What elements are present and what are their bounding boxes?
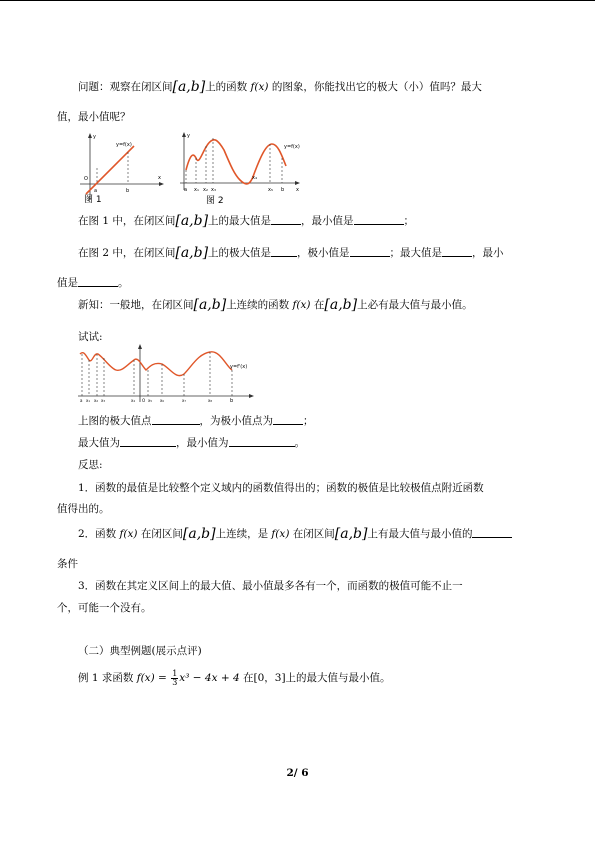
text: 最大值为 <box>78 437 120 449</box>
y-arrow-icon <box>138 344 142 349</box>
text: ； <box>303 415 314 427</box>
try-tick: x₅ <box>148 398 152 403</box>
fig2-guides <box>186 138 282 183</box>
x-arrow-icon <box>295 181 300 185</box>
text: 上的极大值是 <box>208 247 272 259</box>
answer-blank[interactable] <box>271 214 301 225</box>
fig2-x: x <box>296 187 299 193</box>
try-label: 试试: <box>78 331 103 343</box>
text: 上的函数 <box>205 81 248 93</box>
text: 在[0，3]上的最大值与最小值。 <box>243 672 391 684</box>
interval-ab: [a,b] <box>175 245 209 261</box>
answer-blank[interactable] <box>229 436 295 447</box>
fig1-x: x <box>158 175 161 181</box>
try-question-2 <box>78 436 305 450</box>
text: 。 <box>118 277 129 289</box>
text: ，最小 <box>472 247 504 259</box>
fig1-origin: O <box>84 176 88 182</box>
text: 。 <box>294 437 305 449</box>
interval-ab: [a,b] <box>334 526 368 542</box>
figure-1 <box>78 132 168 204</box>
interval-ab: [a,b] <box>182 526 216 542</box>
answer-blank[interactable] <box>273 414 303 425</box>
reflect-1: 1．函数的最值是比较整个定义域内的函数值得出的；函数的极值是比较极值点附近函数 <box>78 482 484 494</box>
text: ，为极小值点为 <box>199 415 273 427</box>
fraction-one-third <box>171 670 178 687</box>
try-tick: x₇ <box>182 398 186 403</box>
try-figure <box>76 344 256 404</box>
fig2-tick: x₄ <box>252 175 257 181</box>
try-tick: O <box>142 398 146 403</box>
text: 的图象，你能找出它的极大（小）值吗？最大 <box>271 81 482 93</box>
fig1-y: y <box>93 134 96 140</box>
func-fx: f(x) <box>119 528 138 540</box>
fig2-tick: x₅ <box>268 187 273 193</box>
fig2-tick: a <box>184 187 188 193</box>
text: 新知：一般地，在闭区间 <box>78 299 194 311</box>
interval-ab: [a,b] <box>172 79 206 95</box>
fig2-tick: x₁ <box>194 187 199 193</box>
figure1-question <box>78 214 414 228</box>
text: ，最小值为 <box>176 437 229 449</box>
fig1-curve-label: y=f(x) <box>116 142 132 148</box>
try-curve-label: y=f'(x) <box>230 364 248 370</box>
text: 上的最大值是 <box>208 215 272 227</box>
try-tick: b <box>230 398 234 404</box>
text: ，极小值是 <box>297 247 350 259</box>
figure2-question <box>78 246 504 260</box>
reflect-3-cont: 个，可能一个没有。 <box>57 602 152 614</box>
text: 在闭区间 <box>292 528 335 540</box>
fig2-curve-label: y=f(x) <box>284 144 300 150</box>
text: 在图 2 中，在闭区间 <box>78 247 176 259</box>
fig2-y: y <box>187 133 190 139</box>
try-tick: x₃ <box>101 398 105 403</box>
fig2-tick: b <box>281 187 285 193</box>
text: 问题：观察在闭区间 <box>78 81 173 93</box>
x-arrow-icon <box>249 394 254 398</box>
try-guides <box>82 352 232 396</box>
interval-ab: [a,b] <box>193 297 227 313</box>
numerator: 1 <box>172 668 178 678</box>
try-tick: x₄ <box>131 398 135 403</box>
answer-blank[interactable] <box>442 246 472 257</box>
fig1-caption: 图 1 <box>84 195 102 204</box>
reflect-2-cont: 条件 <box>57 558 78 570</box>
x-arrow-icon <box>159 182 164 186</box>
text: ； <box>403 215 415 227</box>
interval-ab: [a,b] <box>324 297 358 313</box>
fig1-a: a <box>94 188 98 194</box>
text: 2．函数 <box>78 528 117 540</box>
figure2-question-cont <box>57 276 129 290</box>
try-tick: x₆ <box>160 398 164 403</box>
text: 在 <box>313 299 325 311</box>
try-tick: a <box>80 398 83 403</box>
denominator: 3 <box>172 677 178 687</box>
figure-2 <box>178 130 304 206</box>
fig2-caption: 图 2 <box>206 196 224 206</box>
answer-blank[interactable] <box>472 527 512 538</box>
example-1 <box>78 668 391 688</box>
text: 例 1 求函数 <box>78 672 134 684</box>
text: 上连续的函数 <box>226 299 290 311</box>
try-tick: x₁ <box>86 398 90 403</box>
fig1-b: b <box>126 188 130 194</box>
text: 上有最大值与最小值的 <box>367 528 473 540</box>
answer-blank[interactable] <box>78 276 118 287</box>
question-line-1 <box>78 80 482 94</box>
fig2-tick: x₂ <box>203 187 208 193</box>
fig1-curve <box>86 146 134 194</box>
question-line-2: 值，最小值呢？ <box>57 111 131 123</box>
text: 上连续，是 <box>215 528 269 540</box>
answer-blank[interactable] <box>120 436 176 447</box>
example-rhs: x³ − 4x + 4 <box>179 672 240 684</box>
text: ，最小值是 <box>301 215 354 227</box>
answer-blank[interactable] <box>354 214 404 225</box>
reflect-1-cont: 值得出的。 <box>57 503 110 515</box>
func-fx: f(x) <box>271 528 290 540</box>
text: ；最大值是 <box>389 247 443 259</box>
answer-blank[interactable] <box>152 414 200 425</box>
try-curve <box>80 352 232 376</box>
new-knowledge <box>78 298 473 312</box>
try-question-1 <box>78 414 314 428</box>
text: 上必有最大值与最小值。 <box>357 299 473 311</box>
try-tick: x₂ <box>94 398 98 403</box>
y-arrow-icon <box>88 133 92 138</box>
reflect-3: 3．函数在其定义区间上的最大值、最小值最多各有一个，而函数的极值可能不止一 <box>78 580 463 592</box>
reflect-title: 反思: <box>78 459 103 471</box>
section-heading: （二）典型例题(展示点评) <box>78 645 202 657</box>
text: 值是 <box>57 277 78 289</box>
page-number: 2/ 6 <box>286 767 309 779</box>
try-tick: x₈ <box>208 398 212 403</box>
text: 在闭区间 <box>140 528 183 540</box>
example-lhs: f(x) = <box>136 672 167 684</box>
func-fx: f(x) <box>250 81 269 93</box>
fig2-tick: x₃ <box>211 187 216 193</box>
reflect-2 <box>78 527 512 541</box>
y-arrow-icon <box>182 132 186 137</box>
func-fx: f(x) <box>292 299 311 311</box>
interval-ab: [a,b] <box>175 213 209 229</box>
text: 在图 1 中，在闭区间 <box>78 215 176 227</box>
answer-blank[interactable] <box>350 246 390 257</box>
fig2-curve <box>186 140 286 184</box>
answer-blank[interactable] <box>271 246 297 257</box>
text: 上图的极大值点 <box>78 415 152 427</box>
page-top-rule <box>0 0 595 1</box>
